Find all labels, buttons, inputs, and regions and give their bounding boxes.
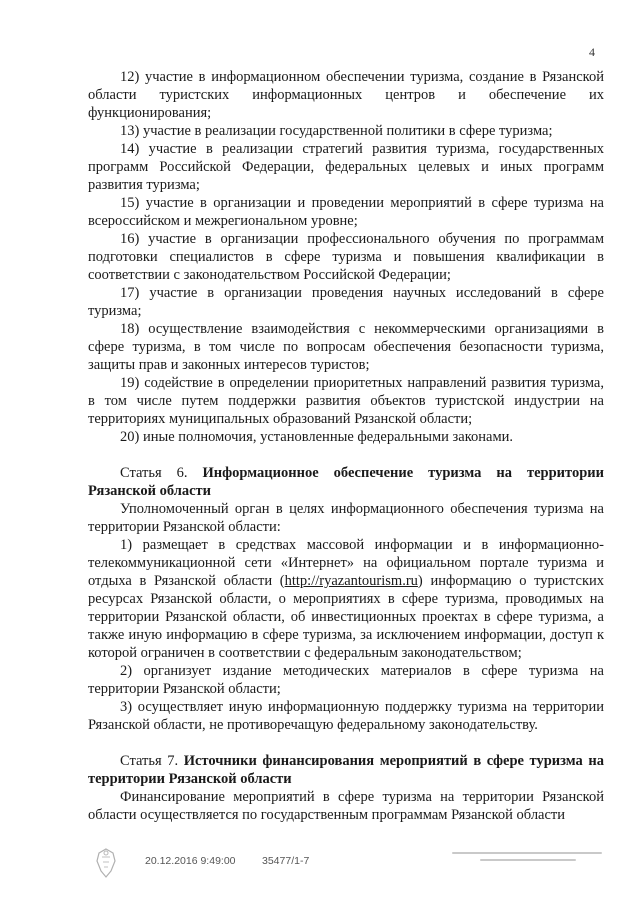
footer-doc-number: 35477/1-7 bbox=[262, 855, 310, 867]
article-6-intro: Уполномоченный орган в целях информационного обеспечения туризма на территории Рязанской области: bbox=[88, 501, 604, 535]
article-7-heading bbox=[88, 752, 604, 788]
paragraph-item-13: 13) участие в реализации государственной политики в сфере туризма; bbox=[120, 123, 553, 139]
footer-date: 20.12.2016 9:49:00 bbox=[145, 855, 236, 867]
stamp-line bbox=[452, 852, 602, 854]
document-body bbox=[88, 68, 604, 824]
section-gap bbox=[88, 734, 604, 752]
paragraph-item-18: 18) осуществление взаимодействия с некоммерческими организациями в сфере туризма, в том числе по вопросам обеспечения безопасности туризма, защиты прав и законных интересов туристов; bbox=[88, 321, 604, 373]
paragraph-item-12: 12) участие в информационном обеспечении туризма, создание в Рязанской области туристских информационных центров и обеспечение их функционирования; bbox=[88, 69, 604, 121]
article-6-item-3: 3) осуществляет иную информационную поддержку туризма на территории Рязанской области, не противоречащую федеральному законодательству. bbox=[88, 699, 604, 733]
paragraph-item-15: 15) участие в организации и проведении мероприятий в сфере туризма на всероссийском и межрегиональном уровне; bbox=[88, 195, 604, 229]
paragraph-item-20: 20) иные полномочия, установленные федеральными законами. bbox=[120, 429, 514, 445]
article-6-title: Информационное обеспечение туризма на территории Рязанской области bbox=[88, 465, 604, 499]
paragraph-item-14: 14) участие в реализации стратегий развития туризма, государственных программ Российской Федерации, федеральных целевых и иных программ развития туризма; bbox=[88, 141, 604, 193]
paragraph-item-17: 17) участие в организации проведения научных исследований в сфере туризма; bbox=[88, 285, 604, 319]
stamp-line bbox=[480, 859, 576, 861]
coat-of-arms-icon bbox=[93, 847, 119, 879]
article-6-item-2: 2) организует издание методических материалов в сфере туризма на территории Рязанской области; bbox=[88, 663, 604, 697]
article-6-heading bbox=[88, 464, 604, 500]
faded-stamp bbox=[452, 847, 602, 866]
page-number: 4 bbox=[589, 45, 595, 59]
article-6-label: Статья 6. bbox=[120, 465, 188, 481]
paragraph-item-19: 19) содействие в определении приоритетных направлений развития туризма, в том числе путем поддержки развития объектов туристской индустрии на территориях муниципальных образований Рязанской области; bbox=[88, 375, 604, 427]
article-7-title: Источники финансирования мероприятий в сфере туризма на территории Рязанской области bbox=[88, 753, 604, 787]
article-7-text: Финансирование мероприятий в сфере туризма на территории Рязанской области осуществляется по государственным программам Рязанской области bbox=[88, 789, 604, 823]
article-6-item-1 bbox=[88, 536, 604, 662]
article-6-item-1-text-a: 1) размещает в средствах массовой информации и в информационно-телекоммуникационной сети «Интернет» на официальном портале туризма и отдыха в Рязанской области ( bbox=[88, 537, 604, 589]
section-gap bbox=[88, 446, 604, 464]
page-footer bbox=[0, 844, 640, 894]
tourism-portal-link[interactable]: http://ryazantourism.ru bbox=[284, 573, 418, 589]
article-6-item-1-text-b: ) информацию о туристских ресурсах Рязанской области, о мероприятиях в сфере туризма, проводимых на территории Рязанской области, об инвестиционных проектах в сфере туризма, а также иную информацию в сфере туризма, за исключением информации, доступ к которой ограничен в соответствии с федеральным законодательством; bbox=[88, 573, 605, 661]
article-7-label: Статья 7. bbox=[120, 753, 179, 769]
paragraph-item-16: 16) участие в организации профессионального обучения по программам подготовки специалистов в сфере туризма и повышения квалификации в соответствии с законодательством Российской Федерации; bbox=[88, 231, 604, 283]
